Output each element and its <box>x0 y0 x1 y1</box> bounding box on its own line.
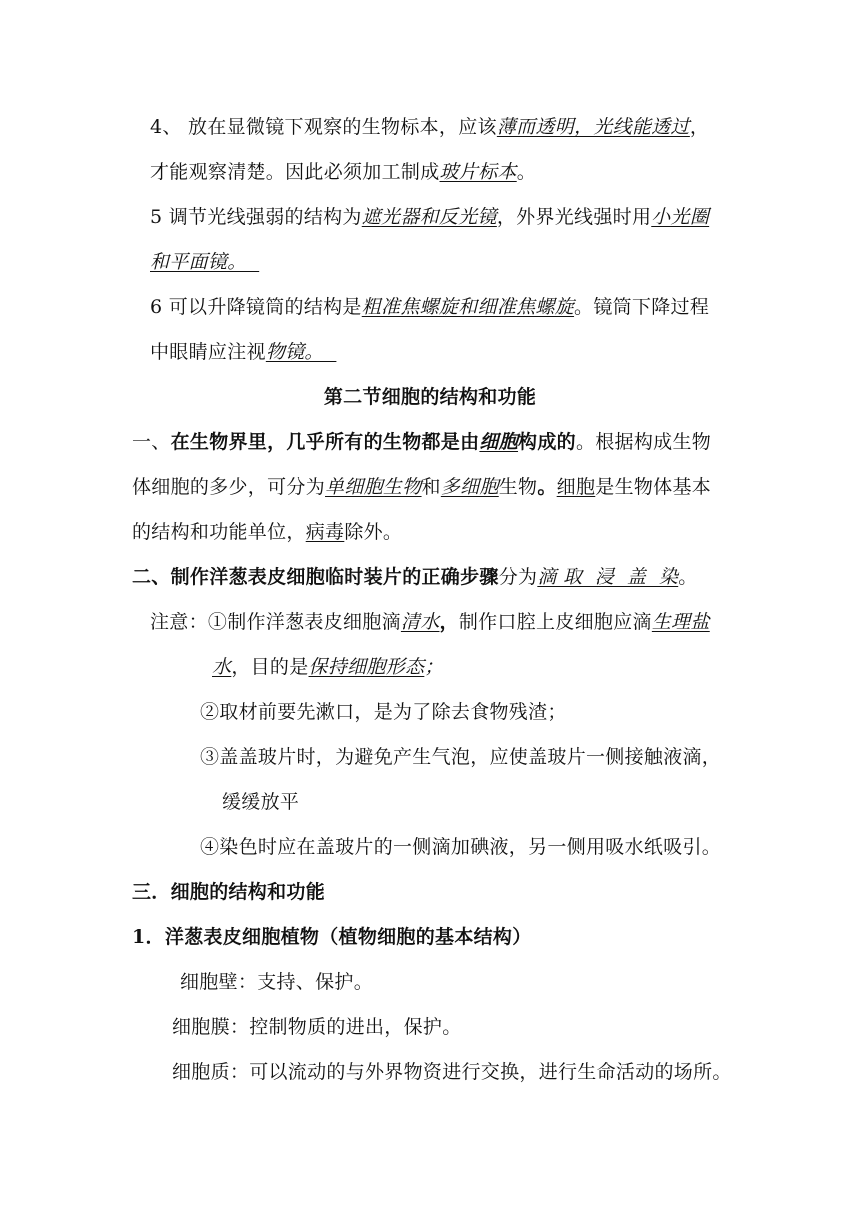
text-line <box>150 249 259 275</box>
answer-underlined: 薄而透明，光线能透过 <box>496 116 690 138</box>
answer-underlined: 保持细胞形态 <box>308 656 425 678</box>
answer-underlined: 水 <box>212 656 232 678</box>
text-segment: 中眼睛应注视 <box>150 341 266 363</box>
subheading: 1．洋葱表皮细胞植物（植物细胞的基本结构） <box>132 926 532 948</box>
text-segment: 制作口腔上皮细胞应滴 <box>458 611 652 633</box>
text-segment: ，目的是 <box>231 656 309 678</box>
answer-underlined: 生理盐 <box>651 611 710 633</box>
text-line <box>212 654 444 680</box>
list-item: ③盖盖玻片时，为避免产生气泡，应使盖玻片一侧接触液滴， <box>200 746 722 768</box>
text-segment: 一、 <box>132 431 171 453</box>
answer-underlined: 玻片标本 <box>439 161 517 183</box>
list-item: ④染色时应在盖玻片的一侧滴加碘液，另一侧用吸水纸吸引。 <box>200 836 722 858</box>
answer-underlined: 小光圈 <box>651 206 710 228</box>
text-line <box>132 519 402 545</box>
list-item-continuation: 缓缓放平 <box>222 791 300 813</box>
text-line <box>132 429 711 455</box>
text-line <box>150 294 709 320</box>
text-segment: 注意：①制作洋葱表皮细胞滴 <box>150 611 401 633</box>
answer-underlined: 多细胞 <box>440 476 499 498</box>
answer-underlined: 细胞 <box>479 431 519 453</box>
text-line <box>150 114 709 140</box>
text-segment: 和 <box>421 476 441 498</box>
text-segment-bold: 二、制作洋葱表皮细胞临时装片的正确步骤 <box>132 566 499 588</box>
text-segment: 。 <box>516 161 537 183</box>
text-segment: ，外界光线强时用 <box>496 206 652 228</box>
text-segment-bold: 构成的 <box>518 431 576 453</box>
text-segment: 6 可以升降镜筒的结构是 <box>150 296 362 318</box>
answer-underlined: 单细胞生物 <box>325 476 422 498</box>
text-line <box>150 609 710 635</box>
text-segment: 体细胞的多少，可分为 <box>132 476 326 498</box>
text-segment: 除外。 <box>344 521 403 543</box>
answer-underlined: 滴 取 浸 盖 染 <box>537 566 679 588</box>
answer-underlined: 粗准焦螺旋和细准焦螺旋 <box>361 296 575 318</box>
heading: 三．细胞的结构和功能 <box>132 881 326 903</box>
text-segment-bold: 在生物界里，几乎所有的生物都是由 <box>170 431 480 453</box>
text-segment: 生物 <box>498 476 538 498</box>
text-line <box>150 159 536 185</box>
text-segment-bold: 。 <box>537 476 557 498</box>
text-segment: 的结构和功能单位， <box>132 521 306 543</box>
answer-underlined: 和平面镜。 <box>150 251 260 273</box>
text-segment: 是生物体基本 <box>595 476 712 498</box>
text-segment: 4、 放在显微镜下观察的生物标本，应该 <box>150 116 497 138</box>
text-segment: 。 <box>678 566 698 588</box>
answer-underlined: 物镜。 <box>265 341 337 363</box>
text-segment: 才能观察清楚。因此必须加工制成 <box>150 161 440 183</box>
text-segment: 分为 <box>498 566 538 588</box>
text-segment: 5 调节光线强弱的结构为 <box>150 206 362 228</box>
text-segment-bold: ， <box>439 611 459 633</box>
definition-line: 细胞质：可以流动的与外界物资进行交换，进行生命活动的场所。 <box>172 1061 732 1083</box>
definition-line: 细胞膜：控制物质的进出，保护。 <box>172 1016 462 1038</box>
definition-line: 细胞壁：支持、保护。 <box>180 971 374 993</box>
answer-underlined: 清水 <box>400 611 440 633</box>
text-line <box>150 339 336 365</box>
text-segment: ， <box>689 116 710 138</box>
text-line <box>132 564 698 590</box>
text-line <box>132 474 711 500</box>
answer-underlined: 病毒 <box>305 521 345 543</box>
list-item: ②取材前要先漱口，是为了除去食物残渣； <box>200 701 567 723</box>
text-line <box>150 204 709 230</box>
text-segment: 。镜筒下降过程 <box>574 296 710 318</box>
answer-underlined: 遮光器和反光镜 <box>361 206 497 228</box>
text-segment: 。根据构成生物 <box>575 431 712 453</box>
section-title: 第二节细胞的结构和功能 <box>323 386 537 408</box>
text-segment: ； <box>424 656 444 678</box>
answer-underlined: 细胞 <box>556 476 596 498</box>
